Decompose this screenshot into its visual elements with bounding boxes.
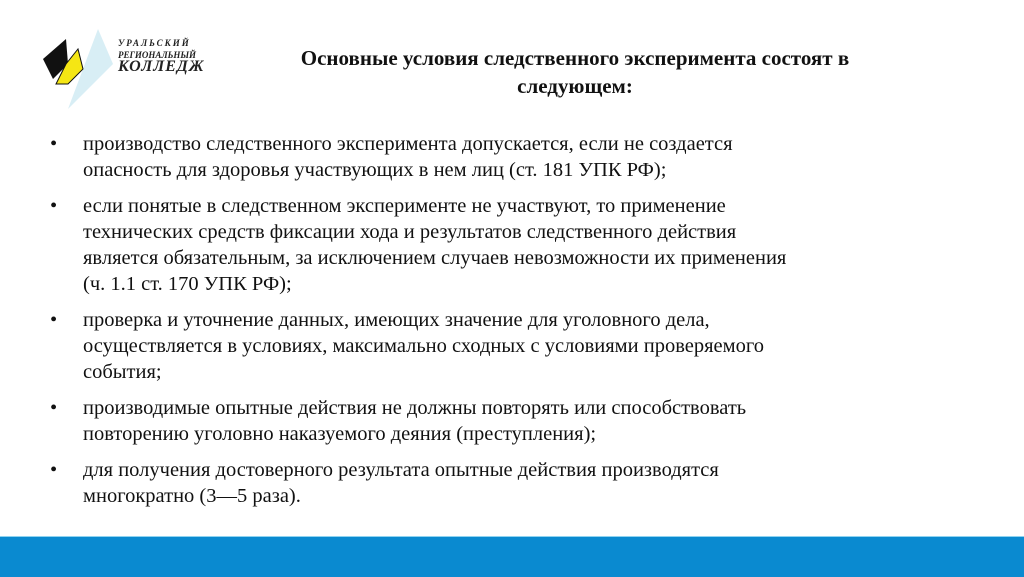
list-item — [48, 131, 968, 183]
college-logo — [38, 24, 205, 114]
list-item-line: повторению уголовно наказуемого деяния (преступления); — [83, 423, 597, 445]
list-item-line: если понятые в следственном эксперименте не участвуют, то применение — [83, 195, 726, 217]
list-item-line: производство следственного эксперимента допускается, если не создается — [83, 133, 733, 155]
list-item-line: осуществляется в условиях, максимально сходных с условиями проверяемого — [83, 335, 765, 357]
list-item-line: является обязательным, за исключением случаев невозможности их применения — [83, 247, 787, 269]
bullet-icon: • — [50, 195, 58, 217]
list-item — [48, 395, 968, 447]
bullet-icon: • — [50, 133, 58, 155]
list-item-line: проверка и уточнение данных, имеющих значение для уголовного дела, — [83, 309, 710, 331]
bullet-icon: • — [50, 397, 58, 419]
list-item — [48, 307, 968, 385]
list-item — [48, 457, 968, 509]
list-item-line: события; — [83, 361, 162, 383]
title-line: Основные условия следственного эксперимента состоят в — [300, 46, 850, 70]
logo-text-line2: РЕГИОНАЛЬНЫЙ — [118, 50, 197, 60]
list-item-line: (ч. 1.1 ст. 170 УПК РФ); — [83, 273, 292, 295]
list-item-line: опасность для здоровья участвующих в нем лиц (ст. 181 УПК РФ); — [83, 159, 667, 181]
logo-text-line3: КОЛЛЕДЖ — [118, 58, 205, 75]
list-item-line: многократно (3—5 раза). — [83, 485, 301, 507]
list-item-line: технических средств фиксации хода и результатов следственного действия — [83, 221, 737, 243]
bullet-icon: • — [50, 459, 58, 481]
bullet-icon: • — [50, 309, 58, 331]
logo-text-line1: УРАЛЬСКИЙ — [118, 38, 191, 48]
list-item-line: для получения достоверного результата опытные действия производятся — [83, 459, 719, 481]
footer-bar — [0, 536, 1024, 577]
bullet-list — [48, 131, 968, 519]
list-item-line: производимые опытные действия не должны повторять или способствовать — [83, 397, 747, 419]
title-line: следующем: — [517, 74, 633, 98]
list-item — [48, 193, 968, 297]
logo-emblem-icon — [38, 24, 118, 114]
slide-title — [210, 44, 940, 100]
